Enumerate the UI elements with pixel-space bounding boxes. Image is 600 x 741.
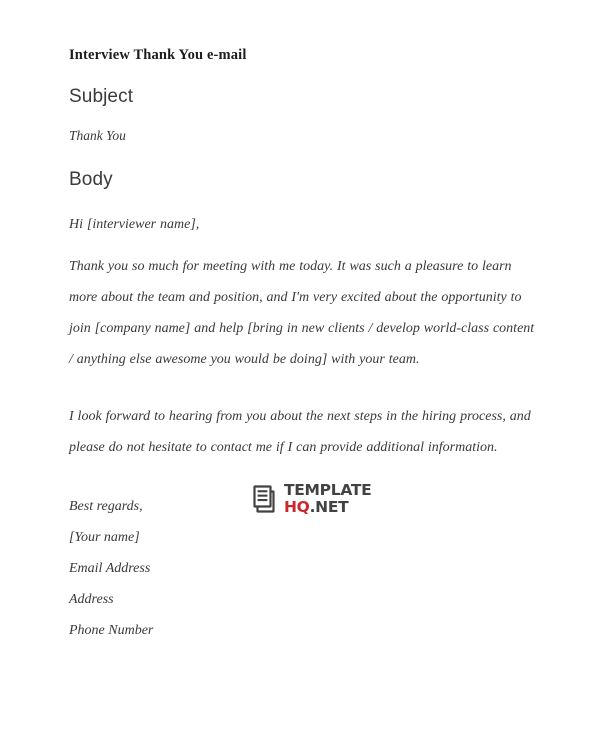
- section-heading-subject: Subject: [69, 86, 134, 107]
- signature-name: [Your name]: [69, 530, 140, 545]
- subject-value: Thank You: [69, 128, 126, 143]
- signature-address: Address: [69, 592, 114, 607]
- watermark-brand-tld: .NET: [309, 498, 349, 516]
- body-salutation: Hi [interviewer name],: [69, 217, 200, 232]
- signature-closing: Best regards,: [69, 499, 143, 514]
- document-content: [69, 46, 535, 646]
- watermark-line-1: TEMPLATE: [284, 481, 372, 499]
- signature-block: [69, 491, 535, 646]
- section-heading-body: Body: [69, 169, 113, 190]
- signature-phone: Phone Number: [69, 623, 154, 638]
- body-paragraph-2: I look forward to hearing from you about the next steps in the hiring process, and please do not hesitate to contact me if I can provide additional information.: [69, 409, 531, 455]
- signature-email: Email Address: [69, 561, 151, 576]
- body-paragraph-1: Thank you so much for meeting with me today. It was such a pleasure to learn more about the team and position, and I'm very excited about the opportunity to join [company name] and help [bring in new clients / develop world-class content / anything else awesome you would be doing] with your team.: [69, 259, 535, 367]
- watermark-brand-hq: HQ: [284, 498, 310, 516]
- page-title: Interview Thank You e-mail: [69, 47, 247, 63]
